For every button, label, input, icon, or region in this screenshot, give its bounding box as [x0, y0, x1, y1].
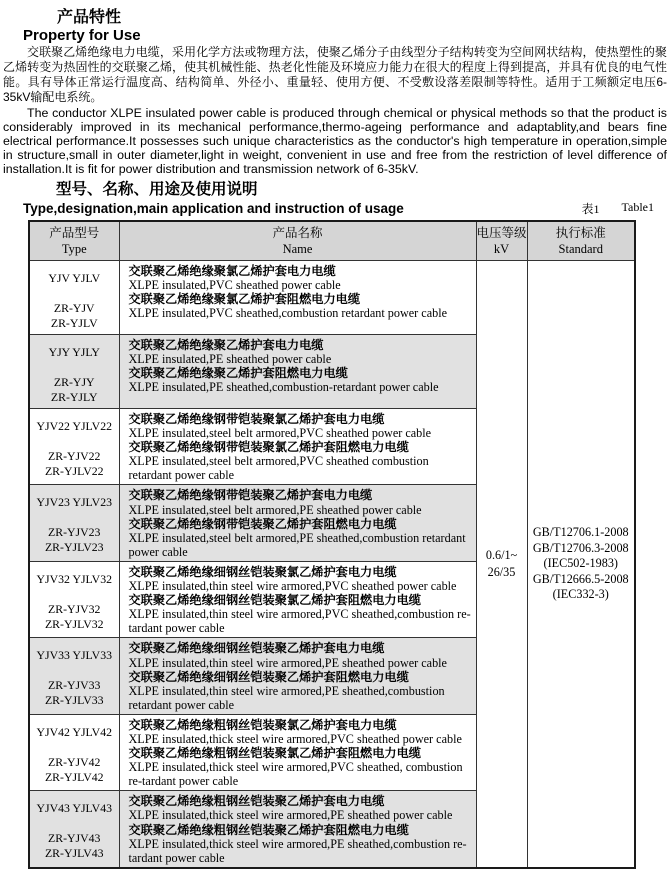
header-voltage [476, 221, 527, 261]
voltage-line: 0.6/1~ [485, 547, 518, 562]
table-label-en: Table1 [621, 200, 654, 214]
name-line-en: XLPE insulated,steel belt armored,PVC sheathed power cable [128, 426, 432, 441]
name-line-en: XLPE insulated,thick steel wire armored,PVC sheathed power cable [128, 731, 462, 746]
name-line-zh: 交联聚乙烯绝缘钢带铠装聚乙烯护套阻燃电力电缆 [128, 516, 397, 531]
type-cell [29, 335, 119, 409]
type-code: ZR-YJLV22 [44, 464, 104, 478]
type-gap-spacer [30, 360, 119, 375]
name-line-zh: 交联聚乙烯绝缘粗钢丝铠装聚氯乙烯护套阻燃电力电缆 [128, 746, 421, 761]
header-type-zh: 产品型号 [49, 226, 100, 240]
type-gap-spacer [30, 663, 119, 678]
type-code: ZR-YJV32 [48, 601, 101, 616]
type-gap-spacer [30, 286, 119, 301]
name-line-zh: 交联聚乙烯绝缘细钢丝铠装聚氯乙烯护套阻燃电力电缆 [128, 593, 421, 608]
type-cell [29, 714, 119, 790]
header-standard [527, 221, 635, 261]
standard-line: GB/T12706.3-2008 [532, 540, 629, 555]
header-type [29, 221, 119, 261]
header-standard-zh: 执行标准 [555, 226, 606, 240]
name-line-zh: 交联聚乙烯绝缘聚乙烯护套电力电缆 [128, 338, 324, 352]
name-line-en: XLPE insulated,thick steel wire armored,PE sheathed power cable [128, 808, 453, 823]
type-code: YJV32 YJLV32 [36, 571, 112, 586]
type-code: ZR-YJY [53, 375, 95, 389]
page-title-zh: 产品特性 [57, 9, 122, 26]
type-cell [29, 791, 119, 868]
name-cell [119, 485, 476, 561]
type-gap-spacer [30, 816, 119, 831]
type-code: ZR-YJV22 [48, 449, 101, 463]
type-code: ZR-YJLV32 [44, 616, 104, 631]
type-cell [29, 485, 119, 561]
type-code: ZR-YJLV [50, 316, 98, 330]
name-line-zh: 交联聚乙烯绝缘细钢丝铠装聚氯乙烯护套电力电缆 [128, 564, 397, 579]
table-label-zh: 表1 [581, 202, 600, 216]
type-code: YJV42 YJLV42 [36, 724, 112, 739]
name-line-en: XLPE insulated,thin steel wire armored,PVC sheathed,combustion re-tardant power cable [128, 607, 471, 636]
name-cell [119, 791, 476, 868]
name-line-en: XLPE insulated,PVC sheathed power cable [128, 278, 341, 293]
type-cell [29, 261, 119, 335]
type-gap-spacer [30, 510, 119, 525]
header-type-en: Type [61, 242, 87, 256]
type-gap-spacer [30, 740, 119, 755]
product-table [28, 220, 636, 869]
standard-line: (IEC332-3) [552, 587, 609, 602]
type-code: YJV43 YJLV43 [36, 801, 112, 816]
type-code: YJY YJLY [48, 345, 100, 359]
type-cell [29, 409, 119, 485]
type-code: ZR-YJV [53, 301, 95, 315]
property-paragraph-zh: 交联聚乙烯绝缘电力电缆，采用化学方法或物理方法，使聚乙烯分子由线型分子结构转变为空间网状结构，使热塑性的聚乙烯转变为热固性的交联聚乙烯，使其机械性能、热老化性能及环境应力能力在很大的程度上得到提高，并具有优良的电气性能。具有导体正常运行温度高、结构简单、外径小、重量轻、使用方便、不受敷设落差限制等特性。适用于工频额定电压6-35kV输配电系统。 [3, 45, 667, 104]
name-line-en: XLPE insulated,PE sheathed power cable [128, 352, 332, 367]
standard-cell [527, 261, 635, 868]
table-label [582, 200, 655, 217]
property-paragraph-en: The conductor XLPE insulated power cable is produced through chemical or physical methods so that the product is considerably improved in its mechanical performance,thermo-ageing performance and adaptablity,and bears fine electrical performance.It possesses such unique characteristics as the conductor's high temperature in operation,simple in structure,small in outer diameter,light in weight, convenient in use and free from the restriction of level difference of installation.It is fit for power distribution and transmission network of 6-35kV. [3, 106, 667, 176]
type-code: ZR-YJV33 [48, 678, 101, 693]
type-code: ZR-YJLV42 [44, 769, 104, 784]
standard-line: GB/T12666.5-2008 [532, 571, 629, 586]
page-title-en: Property for Use [23, 27, 141, 44]
name-line-en: XLPE insulated,thick steel wire armored,PE sheathed,combustion re-tardant power cable [128, 836, 467, 865]
type-code: ZR-YJLV23 [44, 540, 104, 555]
name-line-zh: 交联聚乙烯绝缘细钢丝铠装聚乙烯护套电力电缆 [128, 641, 385, 656]
header-voltage-zh: 电压等级 [476, 226, 527, 240]
type-gap-spacer [30, 434, 119, 449]
name-line-en: XLPE insulated,steel belt armored,PVC sheathed combustion retardant power cable [128, 454, 429, 483]
name-cell [119, 409, 476, 485]
name-line-zh: 交联聚乙烯绝缘粗钢丝铠装聚乙烯护套电力电缆 [128, 794, 385, 809]
name-line-zh: 交联聚乙烯绝缘聚氯乙烯护套阻燃电力电缆 [128, 292, 361, 307]
header-name-en: Name [282, 242, 313, 256]
section-title-en: Type,designation,main application and instruction of usage [23, 201, 404, 216]
header-standard-en: Standard [558, 242, 603, 256]
name-line-zh: 交联聚乙烯绝缘聚乙烯护套阻燃电力电缆 [128, 366, 348, 381]
name-line-zh: 交联聚乙烯绝缘聚氯乙烯护套电力电缆 [128, 264, 336, 278]
type-cell [29, 561, 119, 637]
name-cell [119, 714, 476, 790]
name-line-en: XLPE insulated,thick steel wire armored,PVC sheathed, combustion re-tardant power cable [128, 760, 463, 789]
table-row [29, 261, 635, 335]
name-line-en: XLPE insulated,thin steel wire armored,PE sheathed,combustion retardant power cable [128, 683, 445, 712]
name-cell [119, 335, 476, 409]
header-name-zh: 产品名称 [272, 226, 323, 240]
name-line-en: XLPE insulated,thin steel wire armored,PE sheathed power cable [128, 655, 447, 670]
type-code: YJV YJLV [48, 271, 101, 285]
name-line-zh: 交联聚乙烯绝缘粗钢丝铠装聚乙烯护套阻燃电力电缆 [128, 822, 409, 837]
name-cell [119, 261, 476, 335]
standard-line: (IEC502-1983) [543, 556, 618, 571]
name-line-en: XLPE insulated,thin steel wire armored,PVC sheathed power cable [128, 579, 457, 594]
type-code: ZR-YJLV43 [44, 846, 104, 861]
name-line-zh: 交联聚乙烯绝缘钢带铠装聚乙烯护套电力电缆 [128, 488, 373, 503]
name-line-en: XLPE insulated,PVC sheathed,combustion retardant power cable [128, 306, 447, 321]
name-line-zh: 交联聚乙烯绝缘钢带铠装聚氯乙烯护套阻燃电力电缆 [128, 440, 409, 455]
name-line-zh: 交联聚乙烯绝缘粗钢丝铠装聚氯乙烯护套电力电缆 [128, 717, 397, 732]
type-gap-spacer [30, 587, 119, 602]
standard-line: GB/T12706.1-2008 [532, 525, 629, 540]
name-line-zh: 交联聚乙烯绝缘细钢丝铠装聚乙烯护套阻燃电力电缆 [128, 669, 409, 684]
header-name [119, 221, 476, 261]
type-code: ZR-YJLV33 [44, 693, 104, 708]
name-line-zh: 交联聚乙烯绝缘钢带铠装聚氯乙烯护套电力电缆 [128, 412, 385, 426]
type-code: ZR-YJLY [50, 390, 98, 404]
type-cell [29, 638, 119, 714]
name-line-en: XLPE insulated,steel belt armored,PE sheathed power cable [128, 502, 422, 517]
name-line-en: XLPE insulated,PE sheathed,combustion-retardant power cable [128, 380, 439, 395]
header-voltage-en: kV [493, 242, 510, 256]
name-cell [119, 561, 476, 637]
voltage-cell [476, 261, 527, 868]
type-code: YJV33 YJLV33 [36, 648, 112, 663]
type-code: ZR-YJV42 [48, 754, 101, 769]
section-subhead-row [23, 200, 654, 217]
type-code: ZR-YJV23 [48, 525, 101, 540]
voltage-line: 26/35 [487, 564, 516, 579]
name-line-en: XLPE insulated,steel belt armored,PE sheathed,combustion retardant power cable [128, 530, 466, 559]
type-code: ZR-YJV43 [48, 831, 101, 846]
type-code: YJV22 YJLV22 [36, 419, 112, 433]
type-code: YJV23 YJLV23 [36, 495, 112, 510]
table-header-row [29, 221, 635, 261]
name-cell [119, 638, 476, 714]
section-title-zh: 型号、名称、用途及使用说明 [56, 181, 258, 198]
